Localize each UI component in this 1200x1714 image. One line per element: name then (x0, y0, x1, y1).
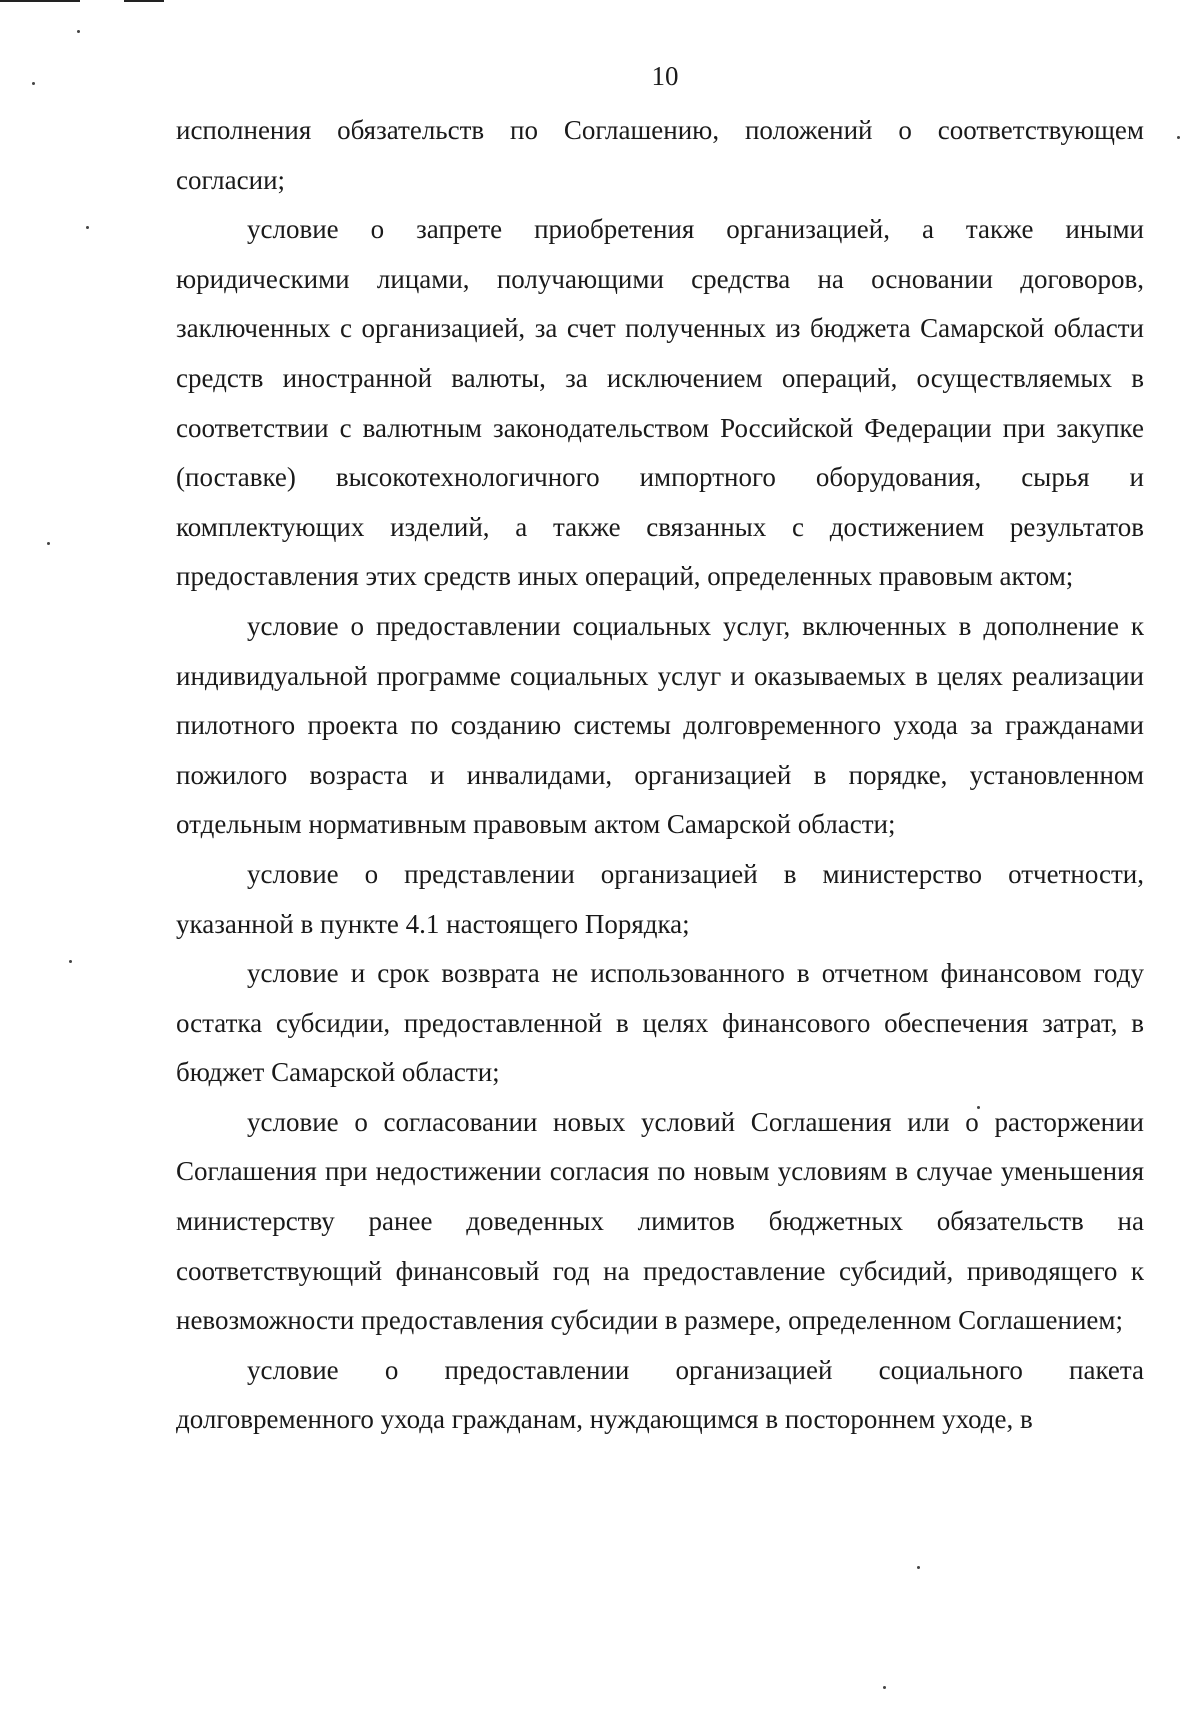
paragraph-currency-purchase-condition: условие о запрете приобретения организацией, а также иными юридическими лицами, получающими средства на основании договоров, заключенных с организацией, за счет полученных из бюджета Самарской области средств иностранной валюты, за исключением операций, осуществляемых в соответствии с валютным законодательством Российской Федерации при закупке (поставке) высокотехнологичного импортного оборудования, сырья и комплектующих изделий, а также связанных с достижением результатов предоставления этих средств иных операций, определенных правовым актом; (176, 214, 1144, 592)
document-body (176, 106, 1144, 1445)
scan-speck (917, 1566, 920, 1569)
paragraph-reporting-condition: условие о представлении организацией в министерство отчетности, указанной в пункте 4.1 настоящего Порядка; (176, 858, 1144, 939)
scan-edge-line-left (0, 0, 80, 2)
scan-speck (86, 226, 89, 229)
paragraph-subsidy-return-condition: условие и срок возврата не использованного в отчетном финансовом году остатка субсидии, предоставленной в целях финансового обеспечения затрат, в бюджет Самарской области; (176, 958, 1144, 1088)
page-number: 10 (651, 61, 679, 91)
paragraph-continuation: исполнения обязательств по Соглашению, положений о соответствующем согласии; (176, 115, 1144, 195)
scan-speck (883, 1686, 886, 1689)
scan-speck (47, 542, 50, 545)
scan-speck (77, 30, 80, 33)
scan-speck (69, 960, 72, 963)
paragraph-social-services-condition: условие о предоставлении социальных услуг, включенных в дополнение к индивидуальной программе социальных услуг и оказываемых в целях реализации пилотного проекта по созданию системы долговременного ухода за гражданами пожилого возраста и инвалидами, организацией в порядке, установленном отдельным нормативным правовым актом Самарской области; (176, 610, 1144, 840)
paragraph-agreement-renegotiation-condition: условие о согласовании новых условий Соглашения или о расторжении Соглашения при недостижении согласия по новым условиям в случае уменьшения министерству ранее доведенных лимитов бюджетных обязательств на соответствующий финансовый год на предоставление субсидий, приводящего к невозможности предоставления субсидии в размере, определенном Соглашением; (176, 1106, 1144, 1336)
paragraph-care-package-condition: условие о предоставлении организацией социального пакета долговременного ухода гражданам, нуждающимся в постороннем уходе, в (176, 1354, 1144, 1435)
scan-speck (1177, 136, 1180, 139)
scan-edge-line-right (124, 0, 164, 2)
